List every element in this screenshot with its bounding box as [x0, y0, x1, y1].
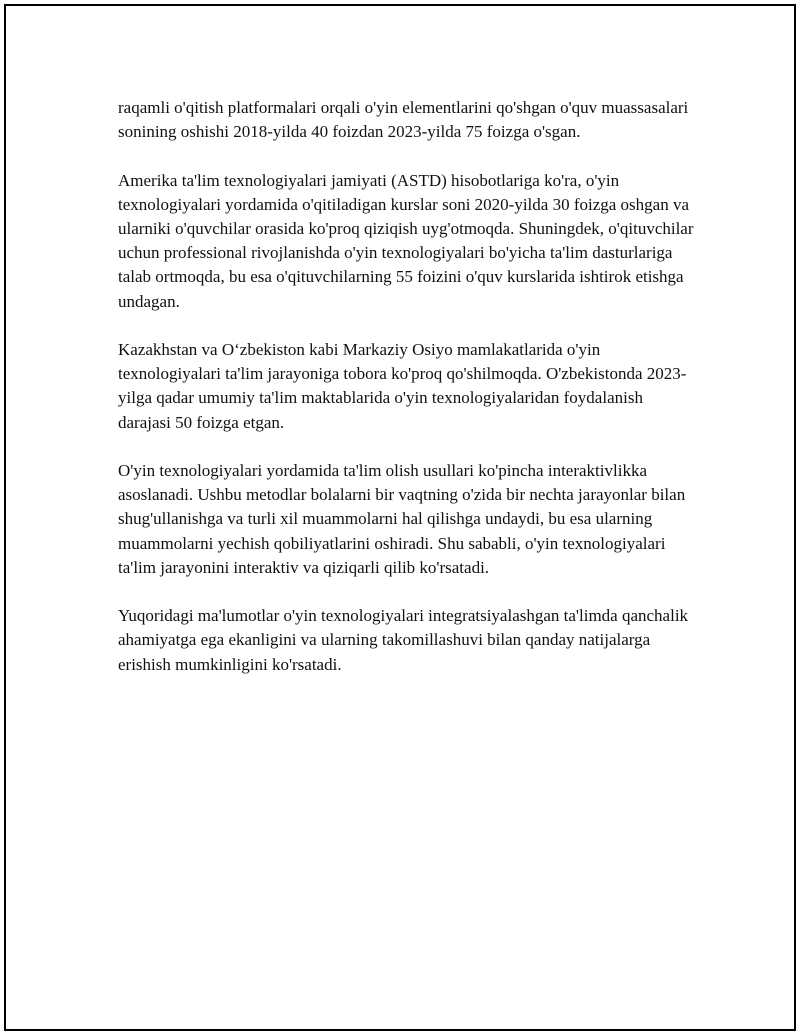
paragraph-5: Yuqoridagi ma'lumotlar o'yin texnologiyalari integratsiyalashgan ta'limda qanchalik ahamiyatga ega ekanligini va ularning takomillashuvi bilan qanday natijalarga erishish mumkinligini ko'rsatadi.: [118, 606, 689, 674]
document-body: [118, 96, 698, 701]
document-page: [4, 4, 796, 1031]
paragraph-4: O'yin texnologiyalari yordamida ta'lim olish usullari ko'pincha interaktivlikka asoslanadi. Ushbu metodlar bolalarni bir vaqtning o'zida bir nechta jarayonlar bilan shug'ullanishga va turli xil muammolarni hal qilishga undaydi, bu esa ularning muammolarni yechish qobiliyatlarini oshiradi. Shu sababli, o'yin texnologiyalari ta'lim jarayonini interaktiv va qiziqarli qilib ko'rsatadi.: [118, 461, 686, 577]
paragraph-1: raqamli o'qitish platformalari orqali o'yin elementlarini qo'shgan o'quv muassasalari sonining oshishi 2018-yilda 40 foizdan 2023-yilda 75 foizga o'sgan.: [118, 98, 689, 142]
paragraph-2: Amerika ta'lim texnologiyalari jamiyati (ASTD) hisobotlariga ko'ra, o'yin texnologiyalari yordamida o'qitiladigan kurslar soni 2020-yilda 30 foizga oshgan va ularniki o'quvchilar orasida ko'proq qiziqish uyg'otmoqda. Shuningdek, o'qituvchilar uchun professional rivojlanishda o'yin texnologiyalari bo'yicha ta'lim dasturlariga talab ortmoqda, bu esa o'qituvchilarning 55 foizini o'quv kurslarida ishtirok etishga undagan.: [118, 170, 694, 311]
paragraph-3: Kazakhstan va O‘zbekiston kabi Markaziy Osiyo mamlakatlarida o'yin texnologiyalari ta'lim jarayoniga tobora ko'proq qo'shilmoqda. O'zbekistonda 2023-yilga qadar umumiy ta'lim maktablarida o'yin texnologiyalaridan foydalanish darajasi 50 foizga etgan.: [118, 340, 687, 432]
